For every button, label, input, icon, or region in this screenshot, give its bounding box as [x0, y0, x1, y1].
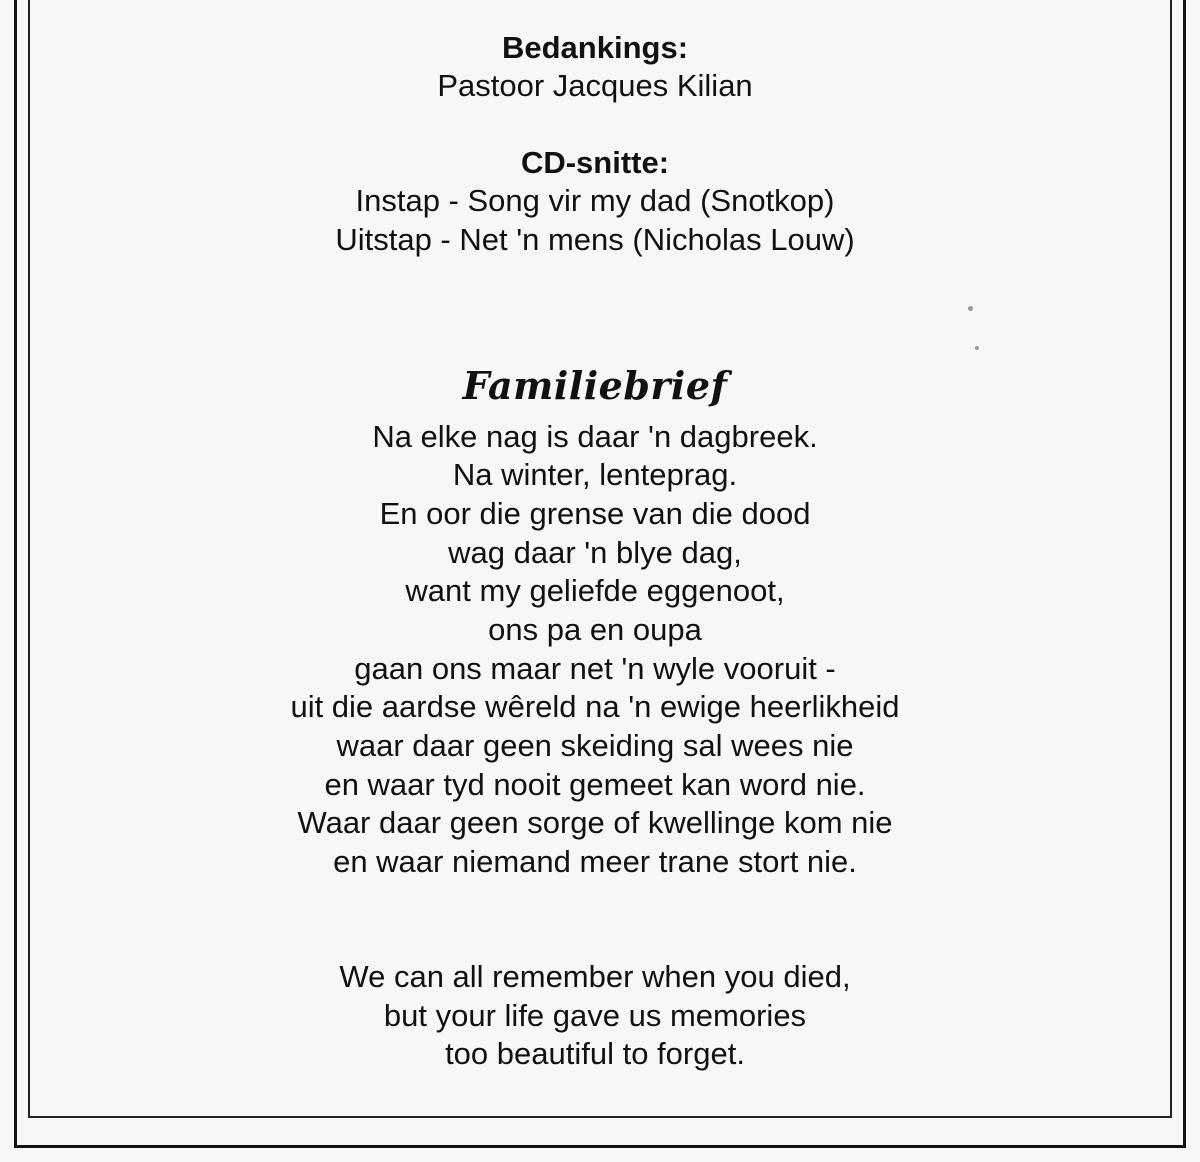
poem-line: en waar niemand meer trane stort nie. — [333, 844, 857, 879]
poem-line: ons pa en oupa — [488, 612, 702, 647]
poem-line: want my geliefde eggenoot, — [405, 573, 785, 608]
poem-line: waar daar geen skeiding sal wees nie — [336, 728, 854, 763]
poem-line: wag daar 'n blye dag, — [448, 535, 742, 570]
poem-line: Na elke nag is daar 'n dagbreek. — [372, 419, 818, 454]
poem-line: en waar tyd nooit gemeet kan word nie. — [324, 767, 866, 802]
closing-quote-line: but your life gave us memories — [383, 998, 807, 1033]
poem-line: uit die aardse wêreld na 'n ewige heerlikheid — [290, 689, 900, 724]
closing-quote-line: too beautiful to forget. — [445, 1036, 745, 1071]
cd-tracks-heading: CD-snitte: — [520, 145, 670, 180]
acknowledgements-heading: Bedankings: — [501, 30, 689, 65]
closing-quote-line: We can all remember when you died, — [339, 959, 851, 994]
cd-track-exit: Uitstap - Net 'n mens (Nicholas Louw) — [335, 222, 855, 257]
poem-line: En oor die grense van die dood — [379, 496, 811, 531]
poem-line: Na winter, lenteprag. — [452, 457, 738, 492]
poem-line: gaan ons maar net 'n wyle vooruit - — [354, 651, 836, 686]
poem-line: Waar daar geen sorge of kwellinge kom nie — [297, 805, 893, 840]
family-letter-title: Familiebrief — [462, 363, 728, 408]
cd-track-entry: Instap - Song vir my dad (Snotkop) — [355, 183, 835, 218]
acknowledgements-name: Pastoor Jacques Kilian — [437, 68, 753, 103]
